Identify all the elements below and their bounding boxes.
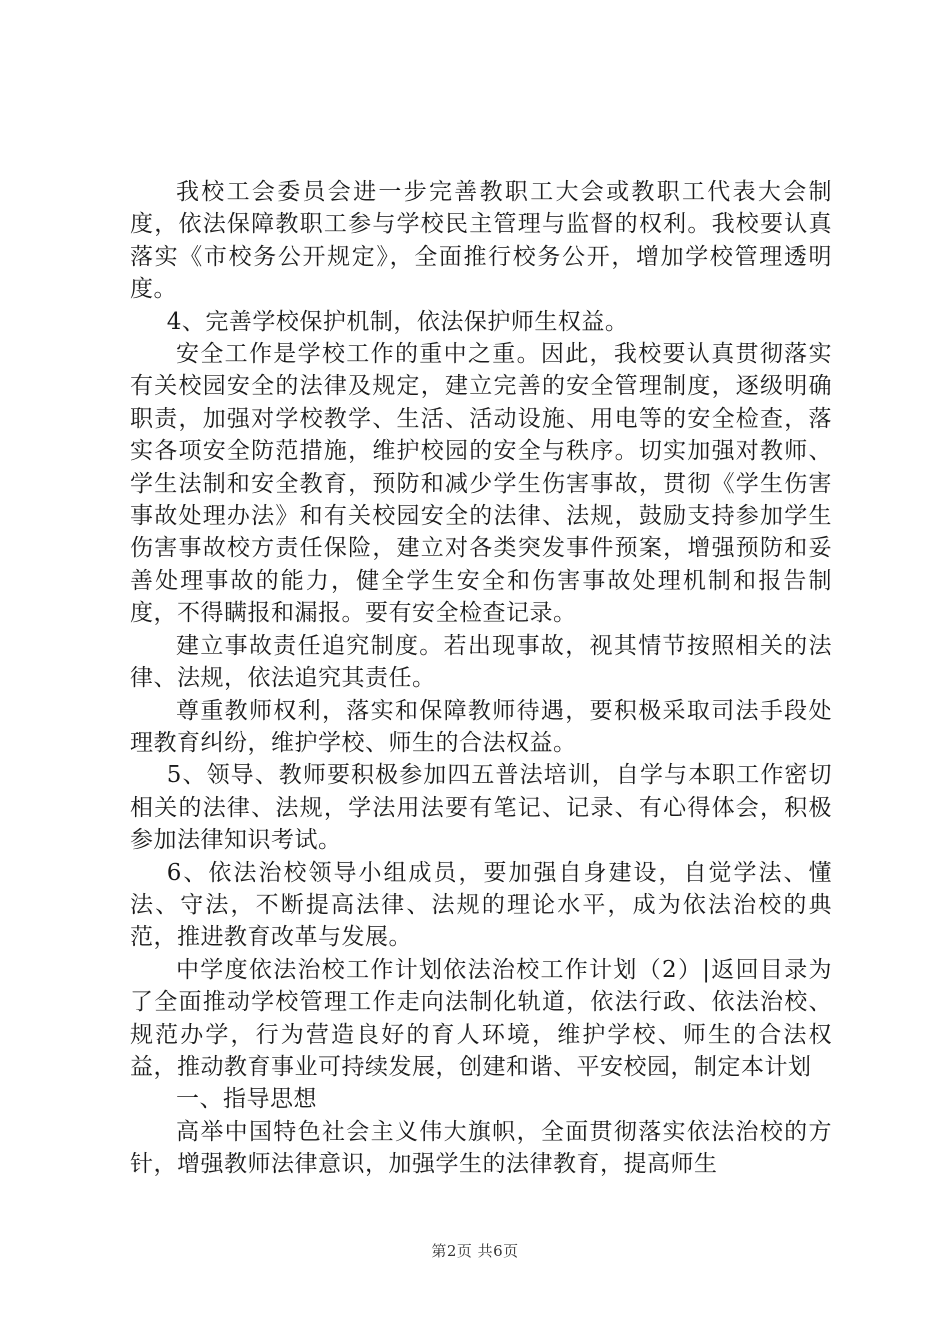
paragraph-safety-work: 安全工作是学校工作的重中之重。因此，我校要认真贯彻落实有关校园安全的法律及规定，建立完善的安全管理制度，逐级明确职责，加强对学校教学、生活、活动设施、用电等的安全检查，落实各项安全防范措施，维护校园的安全与秩序。切实加强对教师、学生法制和安全教育，预防和减少学生伤害事故，贯彻《学生伤害事故处理办法》和有关校园安全的法律、法规，鼓励支持参加学生伤害事故校方责任保险，建立对各类突发事件预案，增强预防和妥善处理事故的能力，健全学生安全和伤害事故处理机制和报告制度，不得瞒报和漏报。要有安全检查记录。 [130, 341, 832, 627]
paragraph-accountability: 建立事故责任追究制度。若出现事故，视其情节按照相关的法律、法规，依法追究其责任。 [130, 632, 832, 692]
page-footer: 第2页 共6页 [431, 1242, 519, 1260]
paragraph-union-committee: 我校工会委员会进一步完善教职工大会或教职工代表大会制度，依法保障教职工参与学校民主管理与监督的权利。我校要认真落实《市校务公开规定》，全面推行校务公开，增加学校管理透明度。 [130, 179, 832, 303]
paragraph-item-5: 5、领导、教师要积极参加四五普法培训，自学与本职工作密切相关的法律、法规，学法用法要有笔记、记录、有心得体会，积极参加法律知识考试。 [130, 762, 832, 854]
paragraph-teacher-rights: 尊重教师权利，落实和保障教师待遇，要积极采取司法手段处理教育纠纷，维护学校、师生的合法权益。 [130, 697, 832, 756]
document-body [130, 176, 832, 1181]
paragraph-guiding-thought: 高举中国特色社会主义伟大旗帜，全面贯彻落实依法治校的方针，增强教师法律意识，加强学生的法律教育，提高师生 [130, 1118, 832, 1178]
paragraph-item-4: 4、完善学校保护机制，依法保护师生权益。 [166, 308, 629, 335]
paragraph-plan-intro: 中学度依法治校工作计划依法治校工作计划（2）|返回目录为了全面推动学校管理工作走向法制化轨道，依法行政、依法治校、规范办学，行为营造良好的育人环境，维护学校、师生的合法权益，推动教育事业可持续发展，创建和谐、平安校园，制定本计划 [130, 956, 832, 1080]
paragraph-item-6: 6、依法治校领导小组成员，要加强自身建设，自觉学法、懂法、守法，不断提高法律、法规的理论水平，成为依法治校的典范，推进教育改革与发展。 [130, 859, 832, 951]
section-heading-guiding-thought: 一、指导思想 [176, 1086, 317, 1113]
